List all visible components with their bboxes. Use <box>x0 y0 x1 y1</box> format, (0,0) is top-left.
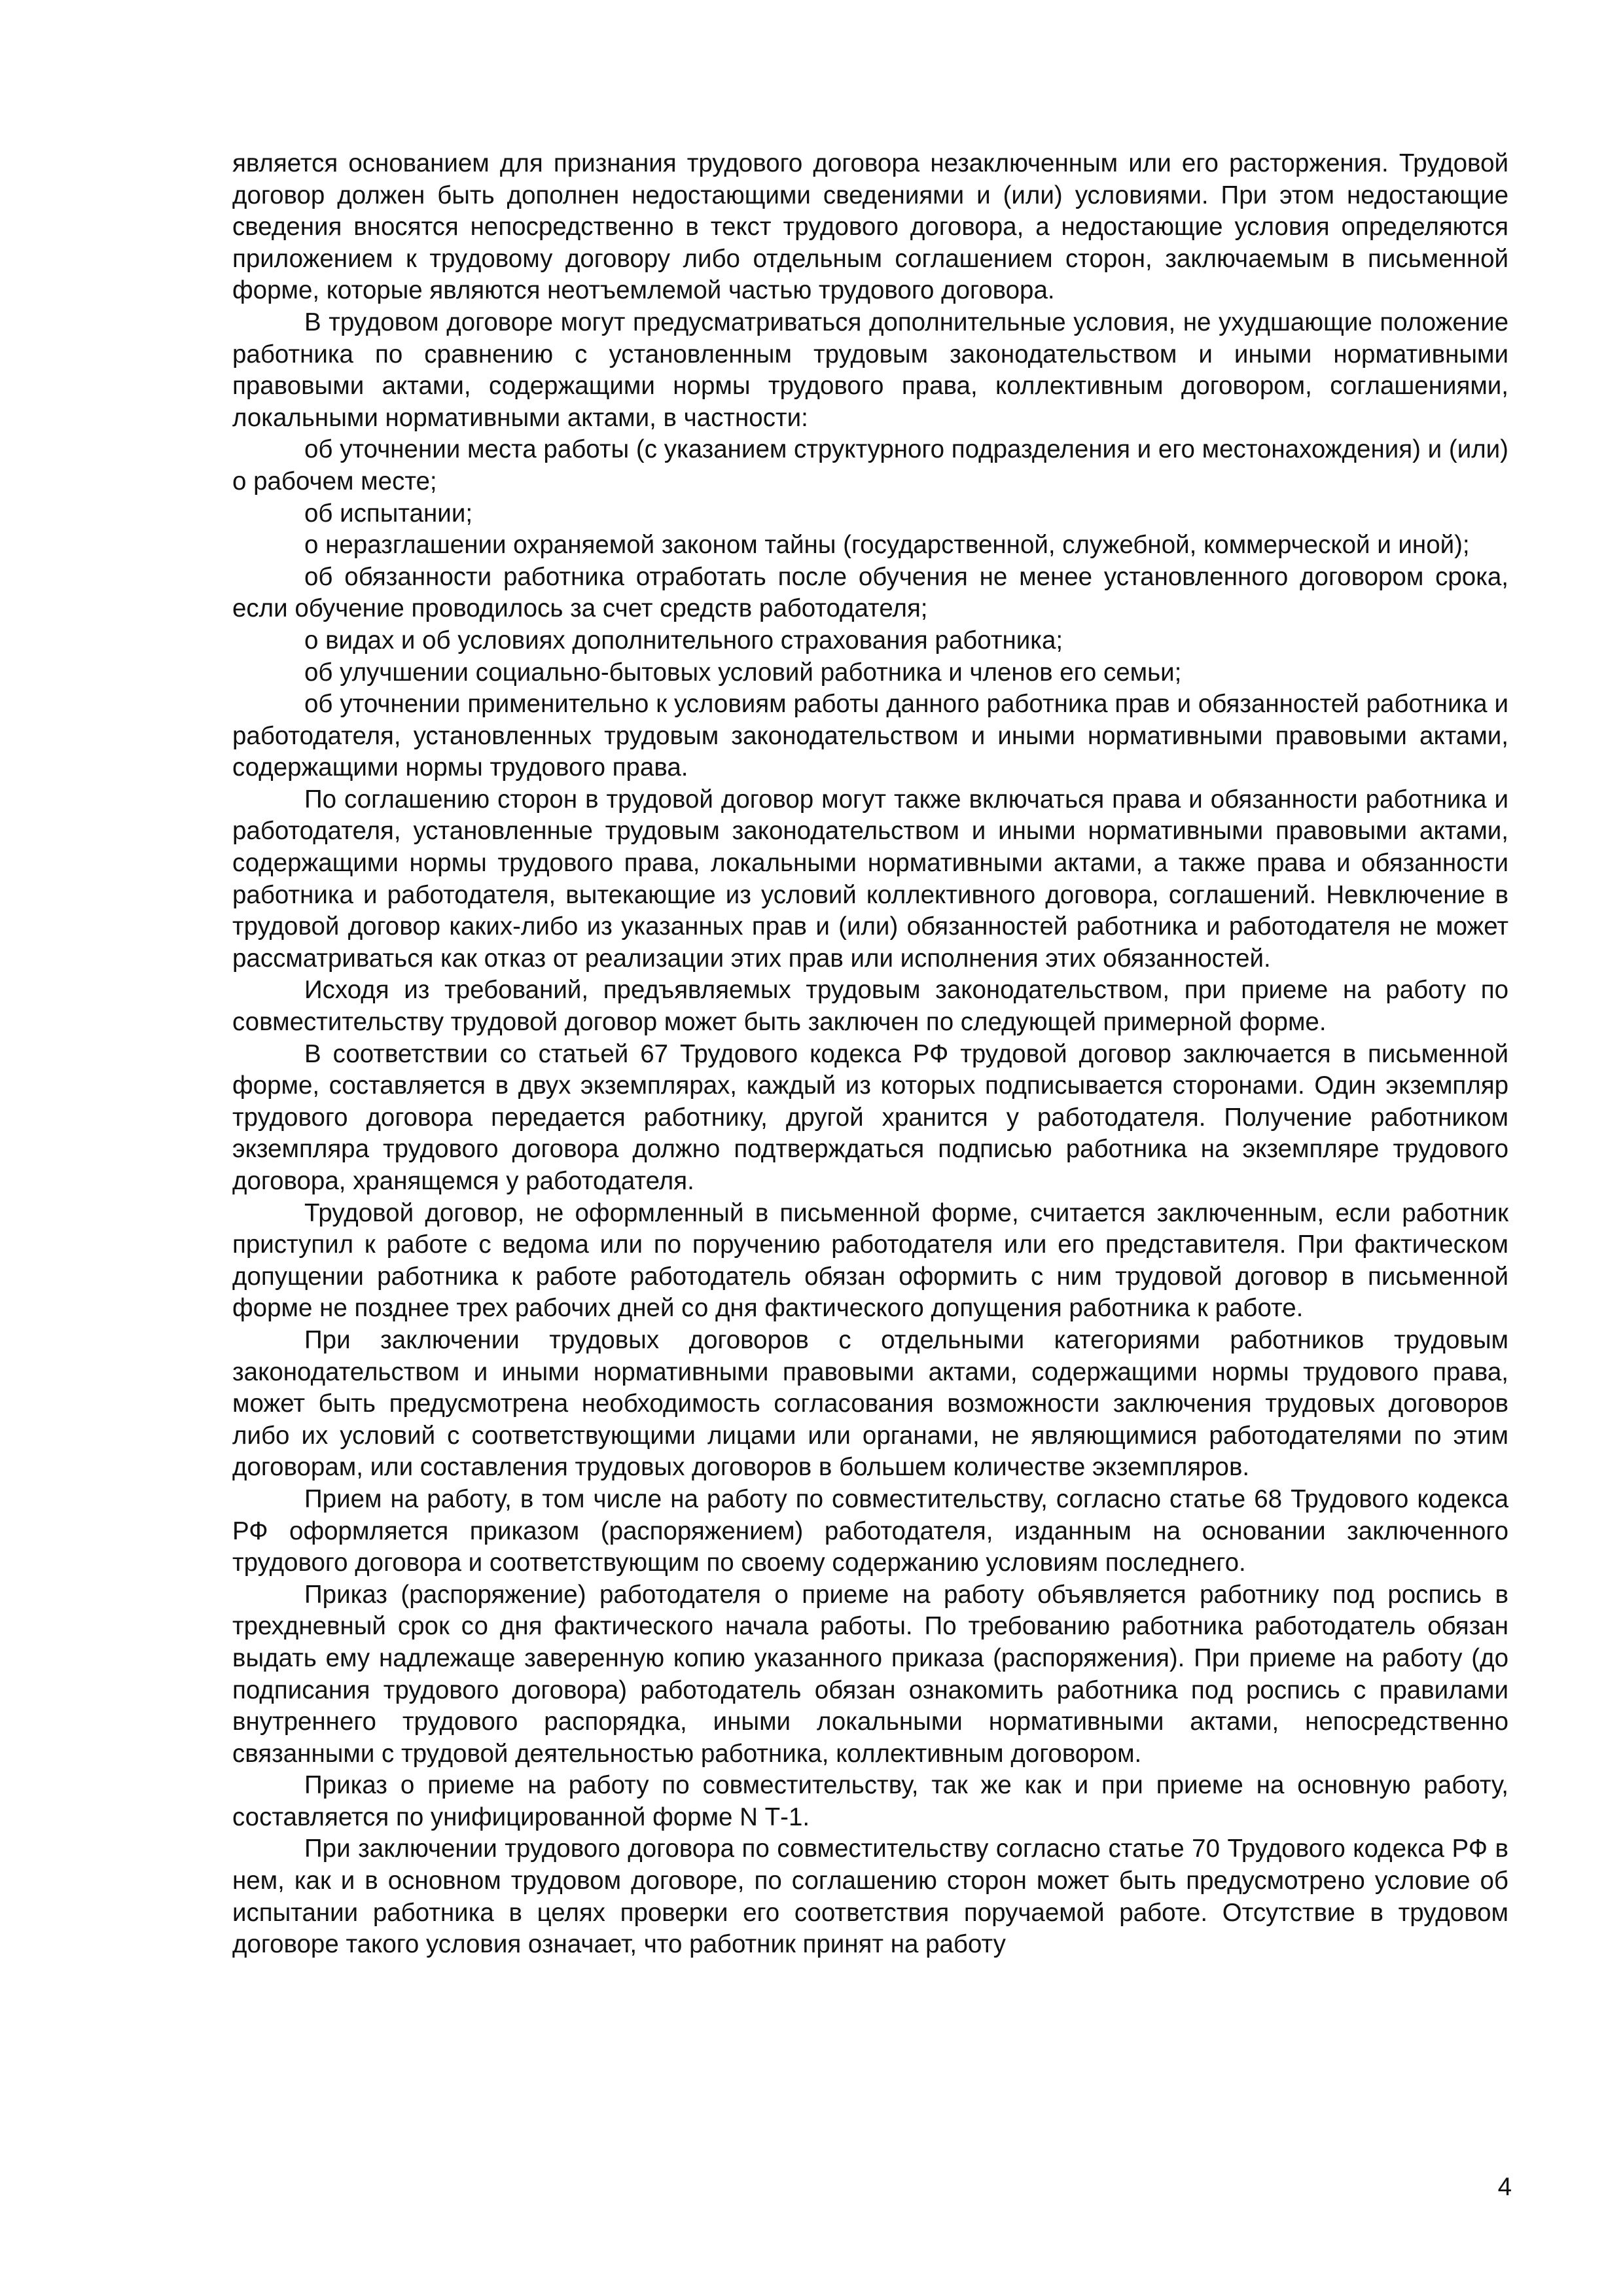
paragraph-form-t1: Приказ о приеме на работу по совместительству, так же как и при приеме на основную работу, составляется по унифицированной форме N Т-1. <box>232 1771 1508 1831</box>
list-item-rights-obligations: об уточнении применительно к условиям работы данного работника прав и обязанностей работника и работодателя, установленных трудовым законодательством и иными нормативными правовыми актами, содержащими нормы трудового права. <box>232 690 1508 782</box>
paragraph-sample-form: Исходя из требований, предъявляемых трудовым законодательством, при приеме на работу по совместительству трудовой договор может быть заключен по следующей примерной форме. <box>232 976 1508 1037</box>
paragraph-agreement-rights: По соглашению сторон в трудовой договор могут также включаться права и обязанности работника и работодателя, установленные трудовым законодательством и иными нормативными правовыми актами, содержащими нормы трудового права, локальными нормативными актами, а также права и обязанности работника и работодателя, вытекающие из условий коллективного договора, соглашений. Невключение в трудовой договор каких-либо из указанных прав и (или) обязанностей работника и работодателя не может рассматриваться как отказ от реализации этих прав или исполнения этих обязанностей. <box>232 785 1508 973</box>
list-item-living-conditions: об улучшении социально-бытовых условий работника и членов его семьи; <box>304 658 1182 687</box>
paragraph-order-announcement: Приказ (распоряжение) работодателя о приеме на работу объявляется работнику под роспись в трехдневный срок со дня фактического начала работы. По требованию работника работодатель обязан выдать ему надлежаще заверенную копию указанного приказа (распоряжения). При приеме на работу (до подписания трудового договора) работодатель обязан ознакомить работника под роспись с правилами внутреннего трудового распорядка, иными локальными нормативными актами, непосредственно связанными с трудовой деятельностью работника, коллективным договором. <box>232 1580 1508 1768</box>
list-item-workplace: об уточнении места работы (с указанием структурного подразделения и его местонахождения) и (или) о рабочем месте; <box>232 435 1508 495</box>
paragraph-article-70: При заключении трудового договора по совместительству согласно статье 70 Трудового кодекса РФ в нем, как и в основном трудовом договоре, по соглашению сторон может быть предусмотрено условие об испытании работника в целях проверки его соответствия поручаемой работе. Отсутствие в трудовом договоре такого условия означает, что работник принят на работу <box>232 1835 1508 1959</box>
list-item-insurance: о видах и об условиях дополнительного страхования работника; <box>304 626 1063 655</box>
list-item-training-obligation: об обязанности работника отработать после обучения не менее установленного договором срока, если обучение проводилось за счет средств работодателя; <box>232 562 1508 623</box>
paragraph-article-68: Прием на работу, в том числе на работу по совместительству, согласно статье 68 Трудового кодекса РФ оформляется приказом (распоряжением) работодателя, изданным на основании заключенного трудового договора и соответствующим по своему содержанию условиям последнего. <box>232 1484 1508 1577</box>
paragraph-article-67: В соответствии со статьей 67 Трудового кодекса РФ трудовой договор заключается в письменной форме, составляется в двух экземплярах, каждый из которых подписывается сторонами. Один экземпляр трудового договора передается работнику, другой хранится у работодателя. Получение работником экземпляра трудового договора должно подтверждаться подписью работника на экземпляре трудового договора, хранящемся у работодателя. <box>232 1039 1508 1195</box>
page-number: 4 <box>1497 2173 1512 2201</box>
paragraph-unwritten-contract: Трудовой договор, не оформленный в письменной форме, считается заключенным, если работник приступил к работе с ведома или по поручению работодателя или его представителя. При фактическом допущении работника к работе работодатель обязан оформить с ним трудовой договор в письменной форме не позднее трех рабочих дней со дня фактического допущения работника к работе. <box>232 1198 1508 1323</box>
list-item-confidentiality: о неразглашении охраняемой законом тайны (государственной, служебной, коммерческой и иной); <box>304 531 1470 560</box>
paragraph-continuation: является основанием для признания трудового договора незаключенным или его расторжения. Трудовой договор должен быть дополнен недостающими сведениями и (или) условиями. При этом недостающие сведения вносятся непосредственно в текст трудового договора, а недостающие условия определяются приложением к трудовому договору либо отдельным соглашением сторон, заключаемым в письменной форме, которые являются неотъемлемой частью трудового договора. <box>232 149 1508 305</box>
list-item-probation: об испытании; <box>304 499 473 528</box>
paragraph-additional-conditions: В трудовом договоре могут предусматриваться дополнительные условия, не ухудшающие положение работника по сравнению с установленным трудовым законодательством и иными нормативными правовыми актами, содержащими нормы трудового права, коллективным договором, соглашениями, локальными нормативными актами, в частности: <box>232 308 1508 432</box>
paragraph-special-categories: При заключении трудовых договоров с отдельными категориями работников трудовым законодательством и иными нормативными правовыми актами, содержащими нормы трудового права, может быть предусмотрена необходимость согласования возможности заключения трудовых договоров либо их условий с соответствующими лицами или органами, не являющимися работодателями по этим договорам, или составления трудовых договоров в большем количестве экземпляров. <box>232 1325 1508 1482</box>
document-body <box>232 148 1508 1961</box>
